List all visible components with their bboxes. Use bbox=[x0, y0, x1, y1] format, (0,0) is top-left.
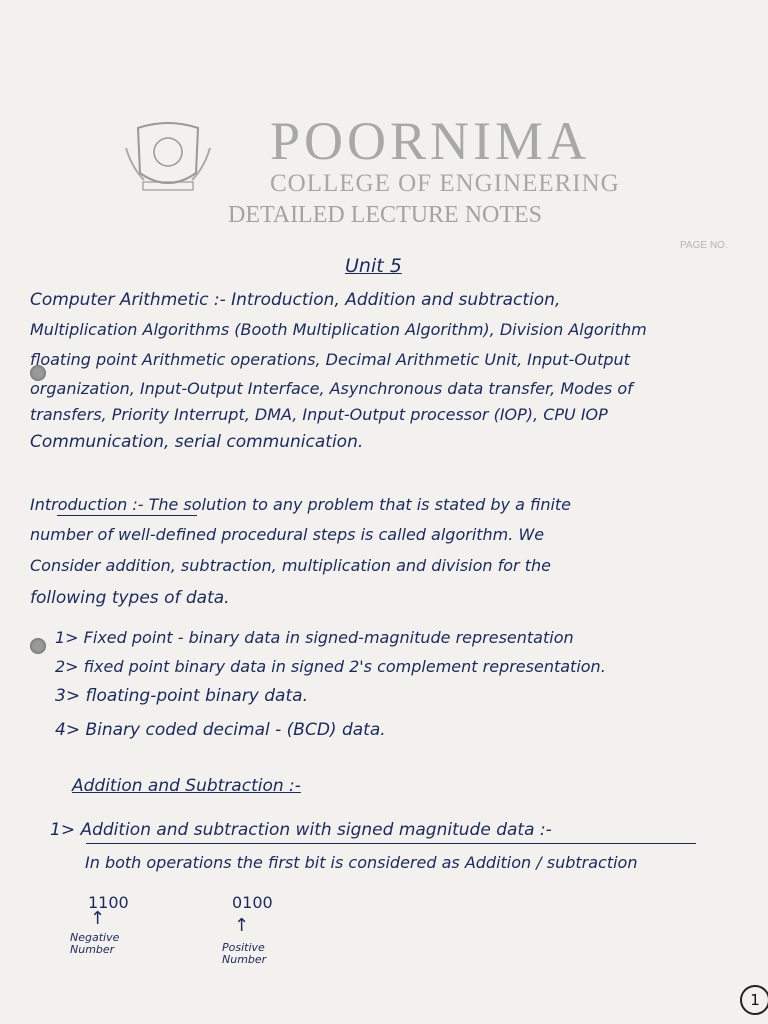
arrow-up-icon: ↑ bbox=[234, 915, 250, 936]
intro-line: Consider addition, subtraction, multiplication and division for the bbox=[30, 556, 551, 575]
label-line: Number bbox=[222, 953, 267, 966]
subsection-text: In both operations the first bit is considered as Addition / subtraction bbox=[85, 853, 638, 872]
section-heading: Addition and Subtraction :- bbox=[72, 776, 301, 796]
example-bits-positive: 0100 bbox=[232, 893, 273, 912]
data-type-item: 2> fixed point binary data in signed 2's complement representation. bbox=[55, 657, 606, 676]
page-no-label: PAGE NO. bbox=[680, 240, 728, 251]
syllabus-line: Communication, serial communication. bbox=[30, 432, 364, 452]
syllabus-line: Multiplication Algorithms (Booth Multiplication Algorithm), Division Algorithm bbox=[30, 320, 647, 339]
unit-title: Unit 5 bbox=[345, 255, 402, 277]
label-line: Negative bbox=[70, 931, 120, 944]
page-number: 1 bbox=[740, 985, 768, 1015]
college-logo-icon bbox=[118, 118, 218, 198]
label-line: Positive bbox=[222, 941, 265, 954]
college-header bbox=[110, 110, 760, 251]
data-type-item: 3> floating-point binary data. bbox=[55, 686, 308, 706]
notes-title: DETAILED LECTURE NOTES bbox=[228, 202, 543, 228]
subsection-underline bbox=[86, 843, 696, 844]
brand-subtitle: COLLEGE OF ENGINEERING bbox=[270, 170, 620, 197]
subsection-heading: 1> Addition and subtraction with signed magnitude data :- bbox=[50, 820, 552, 840]
example-label-positive bbox=[222, 942, 266, 966]
intro-line: number of well-defined procedural steps is called algorithm. We bbox=[30, 525, 545, 544]
syllabus-line: floating point Arithmetic operations, Decimal Arithmetic Unit, Input-Output bbox=[30, 350, 630, 369]
example-label-negative bbox=[70, 932, 119, 956]
data-type-item: 1> Fixed point - binary data in signed-magnitude representation bbox=[55, 628, 574, 647]
punch-hole-bottom bbox=[30, 638, 46, 654]
syllabus-line: transfers, Priority Interrupt, DMA, Input-Output processor (IOP), CPU IOP bbox=[30, 405, 608, 424]
data-type-item: 4> Binary coded decimal - (BCD) data. bbox=[55, 720, 386, 740]
arrow-up-icon: ↑ bbox=[90, 908, 106, 929]
syllabus-line: organization, Input-Output Interface, Asynchronous data transfer, Modes of bbox=[30, 379, 633, 398]
intro-line: following types of data. bbox=[30, 588, 230, 608]
example-bits-negative: 1100 bbox=[88, 893, 129, 912]
label-line: Number bbox=[70, 943, 115, 956]
syllabus-line: Computer Arithmetic :- Introduction, Addition and subtraction, bbox=[30, 290, 561, 310]
brand-name: POORNIMA bbox=[270, 111, 591, 171]
intro-underline bbox=[57, 515, 197, 516]
intro-line: Introduction :- The solution to any problem that is stated by a finite bbox=[30, 495, 572, 514]
